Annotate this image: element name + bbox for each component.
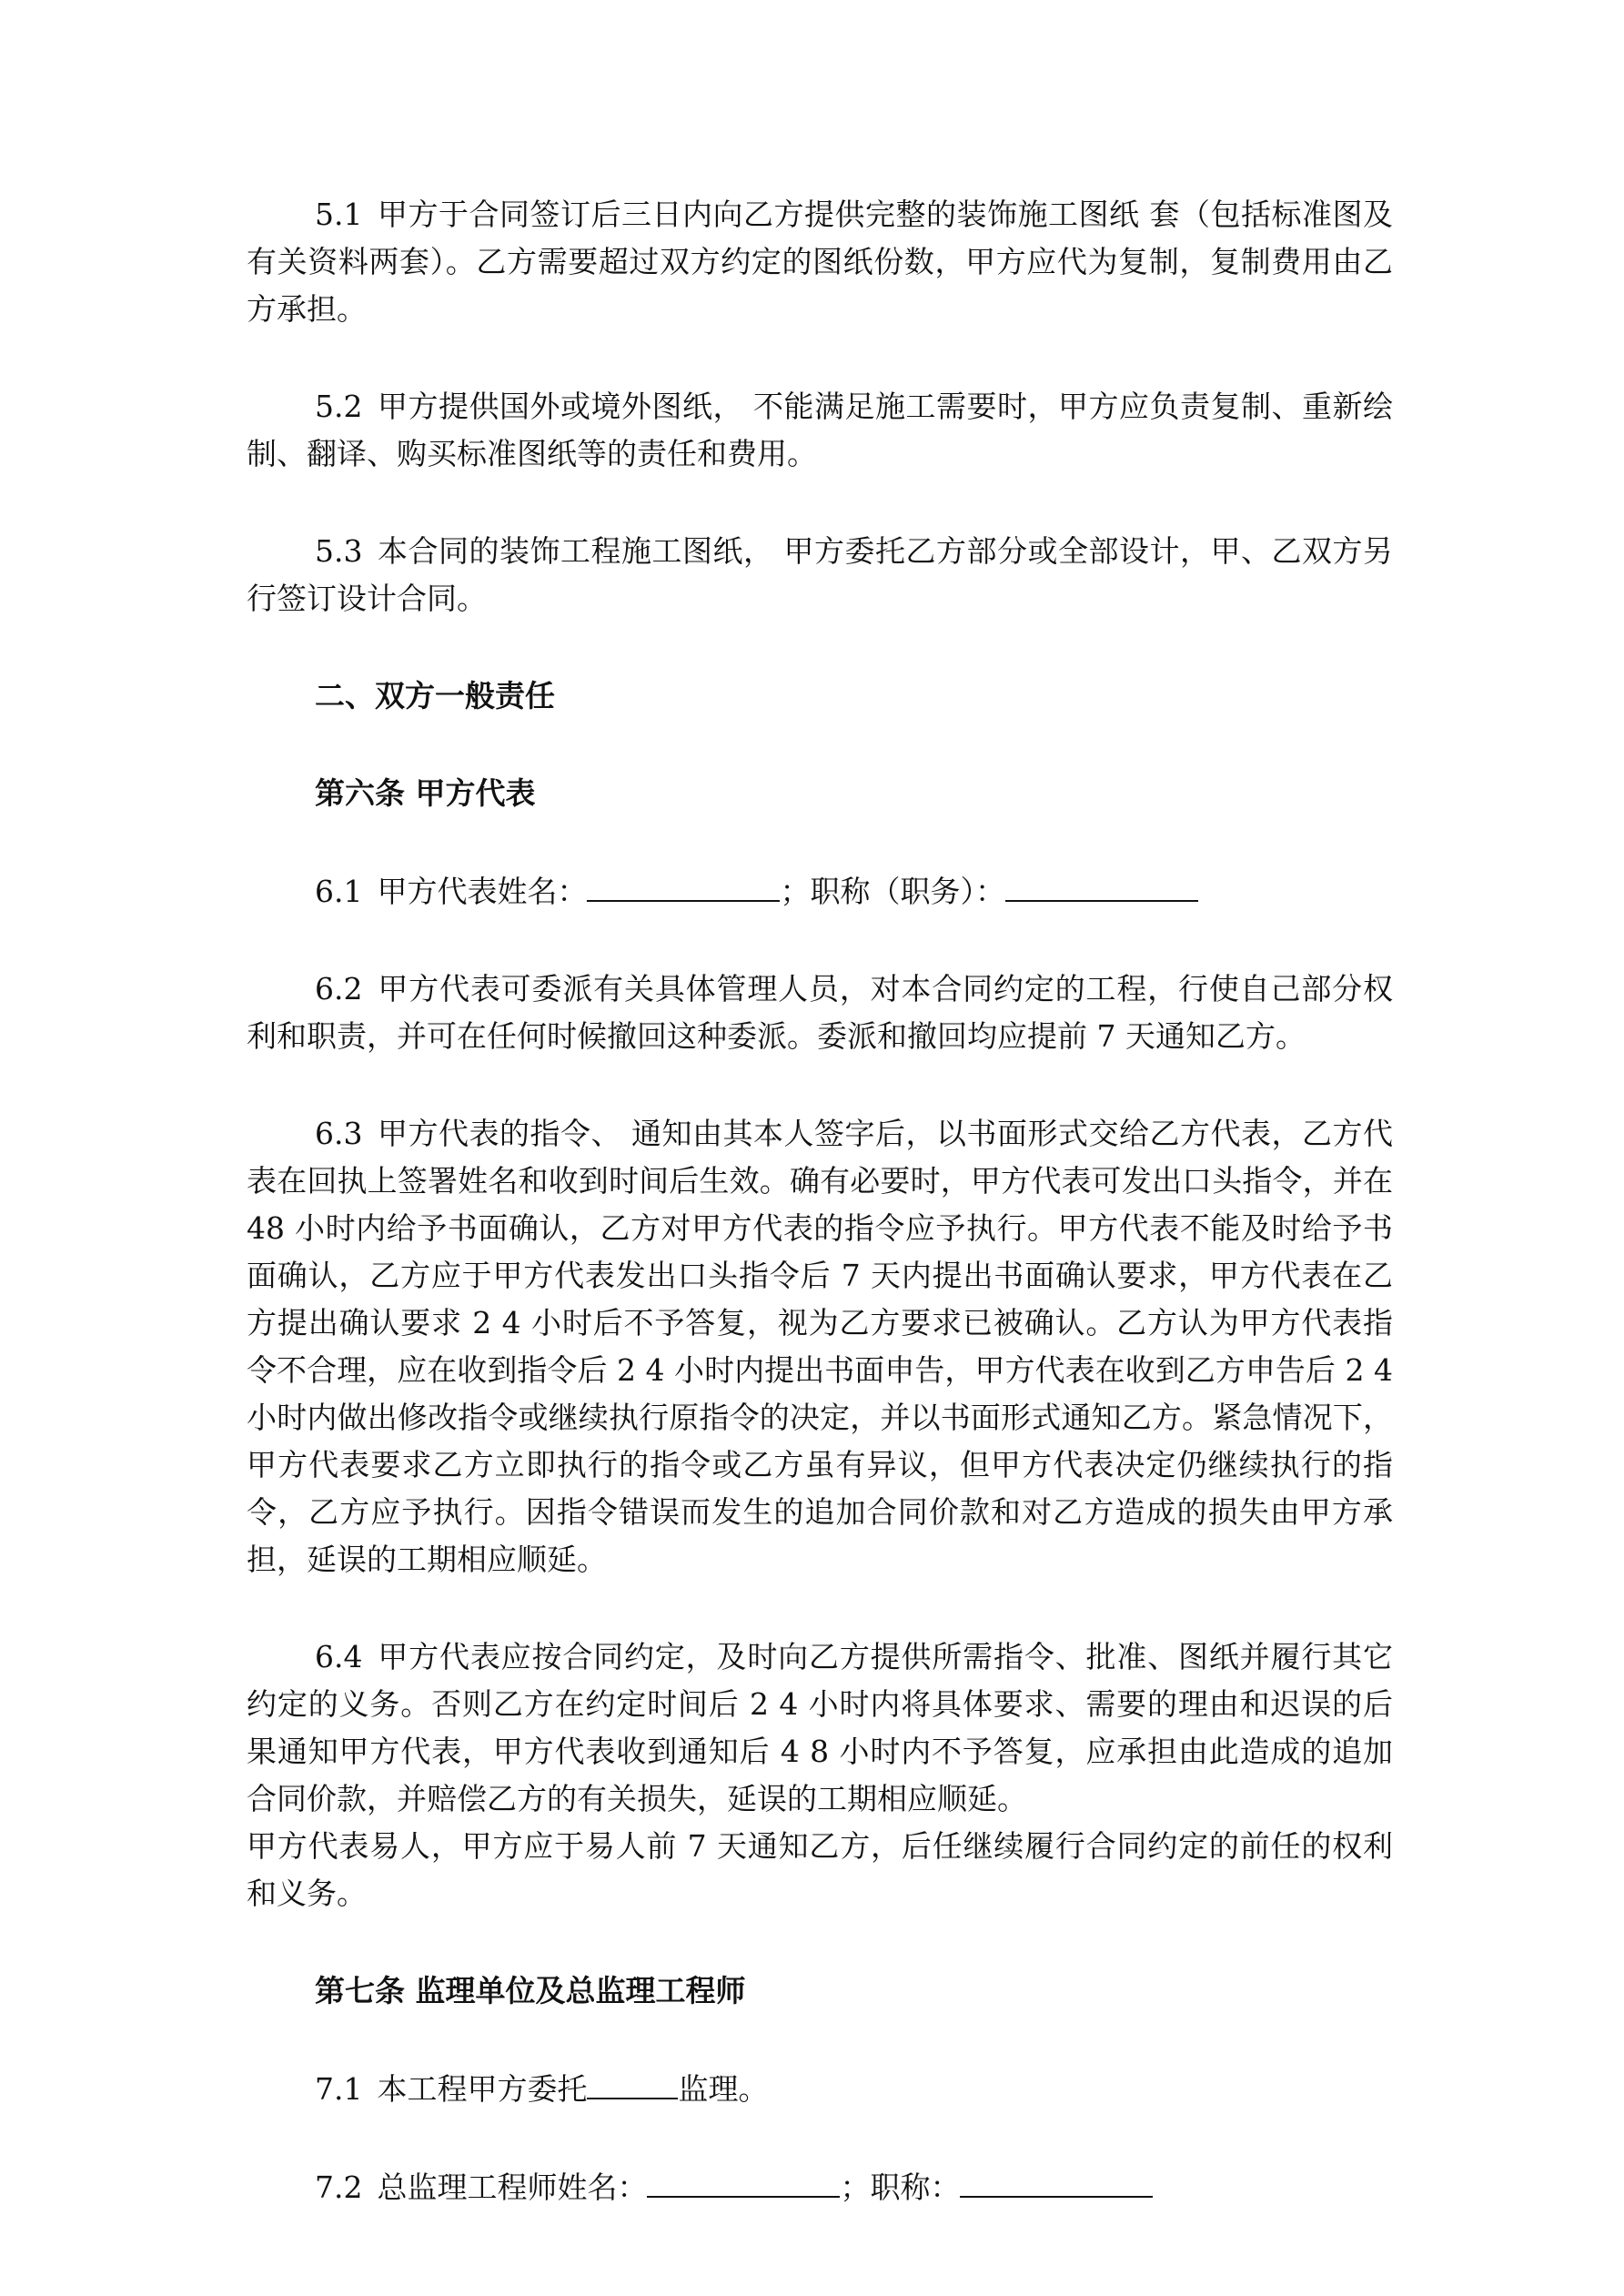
clause-number: 5.1	[315, 197, 363, 232]
article-6-title: 第六条 甲方代表	[315, 775, 536, 811]
representative-name-label: 甲方代表姓名：	[377, 874, 588, 909]
clause-number: 6.2	[315, 971, 363, 1006]
supervisor-label: 本工程甲方委托	[377, 2071, 588, 2107]
clause-number: 6.3	[315, 1116, 363, 1151]
clause-number: 7.2	[315, 2170, 363, 2205]
document-page	[247, 191, 1393, 2261]
clause-6-4-continued: 甲方代表易人，甲方应于易人前 7 天通知乙方，后任继续履行合同约定的前任的权利和义务。	[247, 1828, 1393, 1911]
clause-6-3	[247, 1110, 1393, 1583]
clause-text: 甲方提供国外或境外图纸， 不能满足施工需要时，甲方应负责复制、重新绘制、翻译、购买标准图纸等的责任和费用。	[247, 389, 1393, 471]
clause-text: 甲方代表可委派有关具体管理人员，对本合同约定的工程，行使自己部分权利和职责，并可在任何时候撤回这种委派。委派和撤回均应提前 7 天通知乙方。	[247, 971, 1393, 1054]
part-2-title: 二、双方一般责任	[315, 678, 555, 713]
representative-title-blank[interactable]	[1005, 867, 1198, 902]
clause-number: 6.4	[315, 1639, 363, 1674]
clause-text: 甲方代表应按合同约定，及时向乙方提供所需指令、批准、图纸并履行其它约定的义务。否则乙方在约定时间后 2 4 小时内将具体要求、需要的理由和迟误的后果通知甲方代表，甲方代表收到通知后 4 8 小时内不予答复，应承担由此造成的追加合同价款，并赔偿乙方的有关损失，延误的工期相应顺延。	[247, 1639, 1393, 1816]
clause-number: 6.1	[315, 874, 363, 909]
clause-6-4	[247, 1633, 1393, 1823]
representative-name-blank[interactable]	[587, 867, 780, 902]
clause-number: 5.2	[315, 389, 363, 424]
title-label: ；职称（职务）：	[780, 874, 1005, 909]
chief-engineer-name-blank[interactable]	[647, 2163, 840, 2198]
chief-engineer-title-label: ；职称：	[840, 2170, 961, 2205]
chief-engineer-name-label: 总监理工程师姓名：	[377, 2170, 648, 2205]
clause-7-2	[247, 2163, 1393, 2211]
clause-text: 本合同的装饰工程施工图纸， 甲方委托乙方部分或全部设计，甲、乙双方另行签订设计合同。	[247, 533, 1393, 616]
clause-6-1	[247, 867, 1393, 915]
chief-engineer-title-blank[interactable]	[960, 2163, 1153, 2198]
clause-number: 7.1	[315, 2071, 363, 2107]
clause-5-3	[247, 528, 1393, 622]
article-7-title: 第七条 监理单位及总监理工程师	[315, 1973, 746, 2008]
clause-5-1	[247, 191, 1393, 333]
clause-6-2	[247, 966, 1393, 1060]
clause-text: 甲方代表的指令、 通知由其本人签字后，以书面形式交给乙方代表，乙方代表在回执上签署姓名和收到时间后生效。确有必要时，甲方代表可发出口头指令，并在 48 小时内给予书面确认，乙方对甲方代表的指令应予执行。甲方代表不能及时给予书面确认，乙方应于甲方代表发出口头指令后 7 天内提出书面确认要求，甲方代表在乙方提出确认要求 2 4 小时后不予答复，视为乙方要求已被确认。乙方认为甲方代表指令不合理，应在收到指令后 2 4 小时内提出书面申告，甲方代表在收到乙方申告后 2 4 小时内做出修改指令或继续执行原指令的决定，并以书面形式通知乙方。紧急情况下，甲方代表要求乙方立即执行的指令或乙方虽有异议，但甲方代表决定仍继续执行的指令，乙方应予执行。因指令错误而发生的追加合同价款和对乙方造成的损失由甲方承担，延误的工期相应顺延。	[247, 1116, 1393, 1577]
clause-5-2	[247, 383, 1393, 478]
clause-text: 甲方于合同签订后三日内向乙方提供完整的装饰施工图纸 套（包括标准图及有关资料两套）。乙方需要超过双方约定的图纸份数，甲方应代为复制，复制费用由乙方承担。	[247, 197, 1393, 327]
supervision-label: 监理。	[678, 2071, 769, 2107]
supervisor-unit-blank[interactable]	[587, 2065, 678, 2099]
clause-7-1	[247, 2065, 1393, 2113]
clause-number: 5.3	[315, 533, 363, 569]
